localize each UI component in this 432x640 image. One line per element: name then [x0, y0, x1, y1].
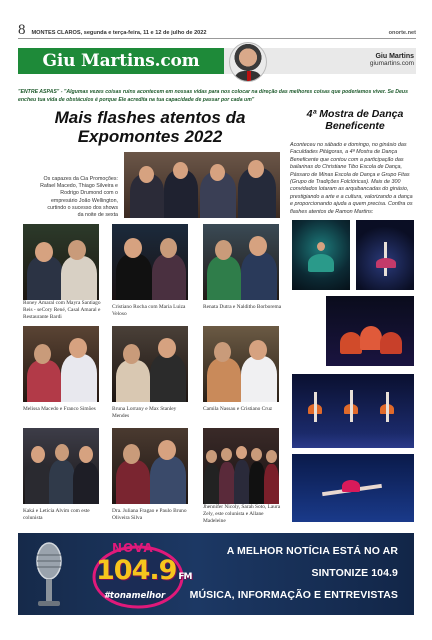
- caption-7: Kaká e Leticia Alvim com este colunista: [23, 508, 90, 521]
- author-site[interactable]: giumartins.com: [369, 60, 414, 67]
- quote-box: [18, 88, 416, 104]
- masthead-title: Giu Martins.com: [42, 51, 200, 71]
- dance-photo-2: [356, 220, 414, 290]
- main-headline: Mais flashes atentos da Expomontes 2022: [54, 108, 246, 146]
- column-masthead: [18, 48, 224, 74]
- caption-1: Roney Amaral com Mayra Santiago Reis - seCory René, Casal Amaral e Restaurante Bardi: [23, 300, 101, 320]
- author-byline: [370, 53, 414, 67]
- dance-photo-1: [292, 220, 350, 290]
- station-frequency: 104.9 FM: [96, 555, 192, 586]
- dance-photo-4: [292, 374, 414, 448]
- author-name: Giu Martins: [375, 53, 414, 60]
- site-link[interactable]: onorte.net: [388, 30, 416, 36]
- caption-3: Renata Dutra e Nalditho Borborema: [203, 304, 282, 310]
- station-hashtag: #tonamelhor: [104, 591, 166, 601]
- ad-tagline: MÚSICA, INFORMAÇÃO E ENTREVISTAS: [189, 589, 398, 601]
- caption-6: Camila Nassau e Cristiano Cruz: [203, 406, 273, 412]
- photo-1: [23, 224, 99, 300]
- photo-3: [203, 224, 279, 300]
- fm-label: FM: [178, 572, 192, 582]
- date-line: MONTES CLAROS, segunda e terça-feira, 11 e 12 de julho de 2022: [31, 30, 207, 36]
- page-number: 8: [18, 22, 26, 38]
- lead-photo: [124, 152, 280, 218]
- caption-9: Jhennifer Nicoly, Sarah Soto, Laura Zely, este colunista e Allane Madeleine: [203, 504, 281, 524]
- caption-8: Dra. Juliana Fragao e Paulo Bruno Oliveira Silva: [112, 508, 187, 521]
- photo-8: [112, 428, 188, 504]
- lead-caption: Os capazes da Cia Promoções: Rafael Macedo, Thiago Silveira e Rodrigo Drumond com o empresário João Wellington, curtindo o sucesso dos shows da noite de sexta: [40, 176, 118, 219]
- photo-7: [23, 428, 99, 504]
- caption-5: Bruna Lorrany e Max Stanley Mendes: [112, 406, 177, 419]
- photo-6: [203, 326, 279, 402]
- quote-text: - "Algumas vezes coisas ruins acontecem em nossas vidas para nos colocar na direção das melhores coisas que poderíamos viver. Se Deus encheu tua vida de obstáculos é porque Ele acredita na tua capacidade de passar por cada um": [18, 89, 408, 103]
- dance-photo-5: [292, 454, 414, 522]
- photo-9: [203, 428, 279, 504]
- dance-photo-3: [326, 296, 414, 366]
- author-portrait: [229, 42, 267, 82]
- quote-label: "ENTRE ASPAS": [18, 89, 60, 95]
- photo-2: [112, 224, 188, 300]
- photo-5: [112, 326, 188, 402]
- microphone-icon: [26, 539, 72, 613]
- side-headline: 4ª Mostra de Dança Beneficente: [306, 108, 404, 132]
- ad-tune-in: SINTONIZE 104.9: [311, 567, 398, 579]
- photo-4: [23, 326, 99, 402]
- caption-4: Melissa Macedo e Franco Simões: [23, 406, 96, 412]
- page-header: [18, 24, 416, 36]
- side-body: Aconteceu no sábado e domingo, no ginásio das Faculdades Pitágoras, a 4ª Mostra de Dança Beneficente que contou com a participação das bailarinas do Christiane Tibo Escola de Dança, Pássaro de Minas Escola de Dança e Grupo Fitas (Grupo de Tradições Folclóricas). Mais de 300 convidados lotaram as arquibancadas do ginásio, prestigiando a arte e a cultura, valorizando a dança e proporcionando ajuda a quem precisa. Confira os flashes atentos de Ramon Martins:: [290, 142, 413, 215]
- radio-ad-banner[interactable]: [18, 533, 414, 615]
- caption-2: Cristiano Rocha com Maria Luiza Veloso: [112, 304, 186, 317]
- station-name: NOVA: [112, 541, 154, 555]
- ad-headline: A MELHOR NOTÍCIA ESTÁ NO AR: [226, 545, 398, 557]
- header-divider: [18, 38, 416, 39]
